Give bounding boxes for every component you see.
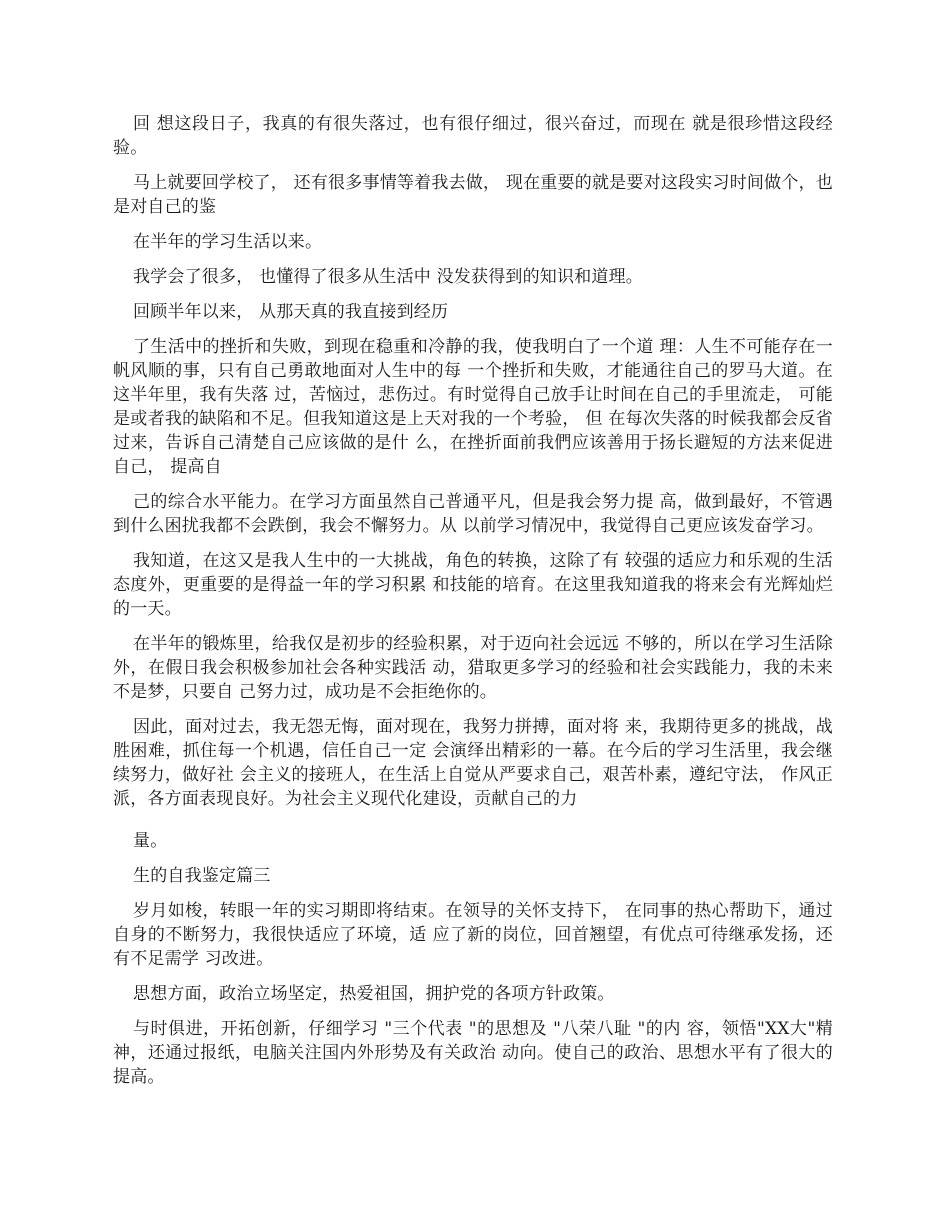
paragraph-7: 己的综合水平能力。在学习方面虽然自己普通平凡，但是我会努力提 高，做到最好，不管遇到什么困扰我都不会跌倒，我会不懈努力。从 以前学习情况中，我觉得自己更应该发奋学习。 [113,492,833,536]
document-body [113,112,833,1100]
section-heading: 生的自我鉴定篇三 [133,866,271,886]
paragraph-9: 在半年的锻炼里，给我仅是初步的经验积累，对于迈向社会远远 不够的，所以在学习生活除外，在假日我会积极参加社会各种实践活 动，猎取更多学习的经验和社会实践能力，我的未来不是梦，只要自 己努力过，成功是不会拒绝你的。 [113,634,833,702]
paragraph-10: 因此，面对过去，我无怨无悔，面对现在，我努力拼搏，面对将 来，我期待更多的挑战，战胜困难，抓住每一个机遇，信任自己一定 会演绎出精彩的一幕。在今后的学习生活里，我会继续努力，做好社 会主义的接班人，在生活上自觉从严要求自己，艰苦朴素，遵纪守法， 作风正派，各方面表现良好。为社会主义现代化建设，贡献自己的力 [113,717,833,809]
paragraph-4: 我学会了很多， 也懂得了很多从生活中 没发获得到的知识和道理。 [133,267,644,287]
paragraph-3: 在半年的学习生活以来。 [133,232,323,252]
paragraph-11: 量。 [133,831,168,851]
paragraph-12: 岁月如梭，转眼一年的实习期即将结束。在领导的关怀支持下， 在同事的热心帮助下，通过自身的不断努力，我很快适应了环境，适 应了新的岗位，回首翘望，有优点可待继承发扬，还有不足需学 习改进。 [113,901,833,969]
paragraph-14: 与时俱进，开拓创新，仔细学习 "三个代表 "的思想及 "八荣八耻 "的内 容，领悟"XX大"精神，还通过报纸，电脑关注国内外形势及有关政治 动向。使自己的政治、思想水平有了很大的提高。 [113,1019,833,1087]
paragraph-13: 思想方面，政治立场坚定，热爱祖国，拥护党的各项方针政策。 [133,984,615,1004]
paragraph-2: 马上就要回学校了， 还有很多事情等着我去做， 现在重要的就是要对这段实习时间做个，也是对自己的鉴 [113,173,833,217]
paragraph-5: 回顾半年以来， 从那天真的我直接到经历 [133,302,449,322]
paragraph-8: 我知道，在这又是我人生中的一大挑战，角色的转换，这除了有 较强的适应力和乐观的生活态度外，更重要的是得益一年的学习积累 和技能的培育。在这里我知道我的将来会有光辉灿烂的一天。 [113,551,833,619]
paragraph-1: 回 想这段日子，我真的有很失落过，也有很仔细过，很兴奋过，而现在 就是很珍惜这段经验。 [113,114,833,158]
paragraph-6: 了生活中的挫折和失败，到现在稳重和冷静的我，使我明白了一个道 理：人生不可能存在一帆风顺的事，只有自己勇敢地面对人生中的每 一个挫折和失败，才能通往自己的罗马大道。在这半年里，我有失落 过，苦恼过，悲伤过。有时觉得自己放手让时间在自己的手里流走， 可能是或者我的缺陷和不足。但我知道这是上天对我的一个考验， 但 在每次失落的时候我都会反省过来，告诉自己清楚自己应该做的是什 么，在挫折面前我們应该善用于扬长避短的方法来促进自己， 提高自 [113,337,833,477]
